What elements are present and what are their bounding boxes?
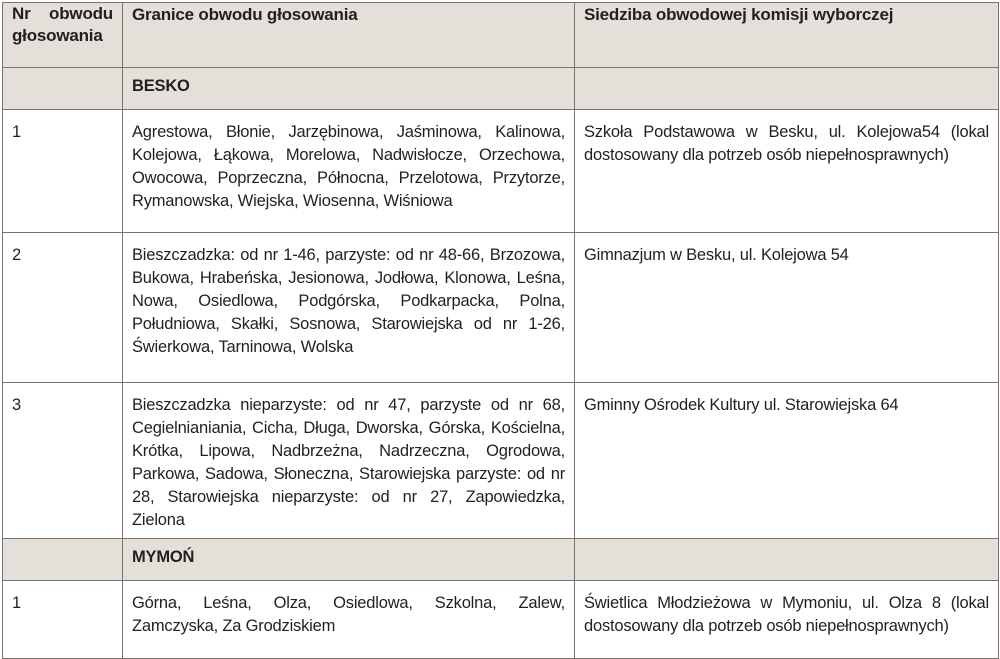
header-nr-label: Nr — [12, 4, 31, 23]
commission-seat: Świetlica Młodzieżowa w Mymoniu, ul. Olza 8 (lokal dostosowany dla potrzeb osób niepełnosprawnych) — [575, 581, 999, 659]
district-number: 1 — [3, 581, 123, 659]
district-streets: Górna, Leśna, Olza, Osiedlowa, Szkolna, Zalew, Zamczyska, Za Grodziskiem — [123, 581, 575, 659]
section-title: BESKO — [123, 68, 575, 110]
section-row-besko — [3, 68, 999, 110]
commission-seat: Gimnazjum w Besku, ul. Kolejowa 54 — [575, 233, 999, 383]
table-row — [3, 383, 999, 539]
header-district-number — [3, 3, 123, 68]
table-header-row — [3, 3, 999, 68]
district-streets: Bieszczadzka: od nr 1-46, parzyste: od nr 48-66, Brzozowa, Bukowa, Hrabeńska, Jesionowa, Jodłowa, Klonowa, Leśna, Nowa, Osiedlowa, Podgórska, Podkarpacka, Polna, Południowa, Skałki, Sosnowa, Starowiejska od nr 1-26, Świerkowa, Tarninowa, Wolska — [123, 233, 575, 383]
district-number: 2 — [3, 233, 123, 383]
header-obwodu-label: obwodu — [49, 4, 113, 23]
district-streets: Bieszczadzka nieparzyste: od nr 47, parzyste od nr 68, Cegielnianiania, Cicha, Długa, Dworska, Górska, Kościelna, Krótka, Lipowa, Nadbrzeżna, Nadrzeczna, Ogrodowa, Parkowa, Sadowa, Słoneczna, Starowiejska parzyste: od nr 28, Starowiejska nieparzyste: od nr 27, Zapowiedzka, Zielona — [123, 383, 575, 539]
commission-seat: Gminny Ośrodek Kultury ul. Starowiejska 64 — [575, 383, 999, 539]
polling-districts-table — [2, 2, 999, 659]
section-title: MYMOŃ — [123, 539, 575, 581]
district-number: 1 — [3, 110, 123, 233]
commission-seat: Szkoła Podstawowa w Besku, ul. Kolejowa54 (lokal dostosowany dla potrzeb osób niepełnosprawnych) — [575, 110, 999, 233]
header-commission-seat: Siedziba obwodowej komisji wyborczej — [575, 3, 999, 68]
table-row — [3, 581, 999, 659]
table-row — [3, 233, 999, 383]
header-district-bounds: Granice obwodu głosowania — [123, 3, 575, 68]
table-row — [3, 110, 999, 233]
header-glosowania-label: głosowania — [12, 26, 103, 45]
district-number: 3 — [3, 383, 123, 539]
section-row-mymon — [3, 539, 999, 581]
district-streets: Agrestowa, Błonie, Jarzębinowa, Jaśminowa, Kalinowa, Kolejowa, Łąkowa, Morelowa, Nadwisłocze, Orzechowa, Owocowa, Poprzeczna, Północna, Przelotowa, Przytorze, Rymanowska, Wiejska, Wiosenna, Wiśniowa — [123, 110, 575, 233]
